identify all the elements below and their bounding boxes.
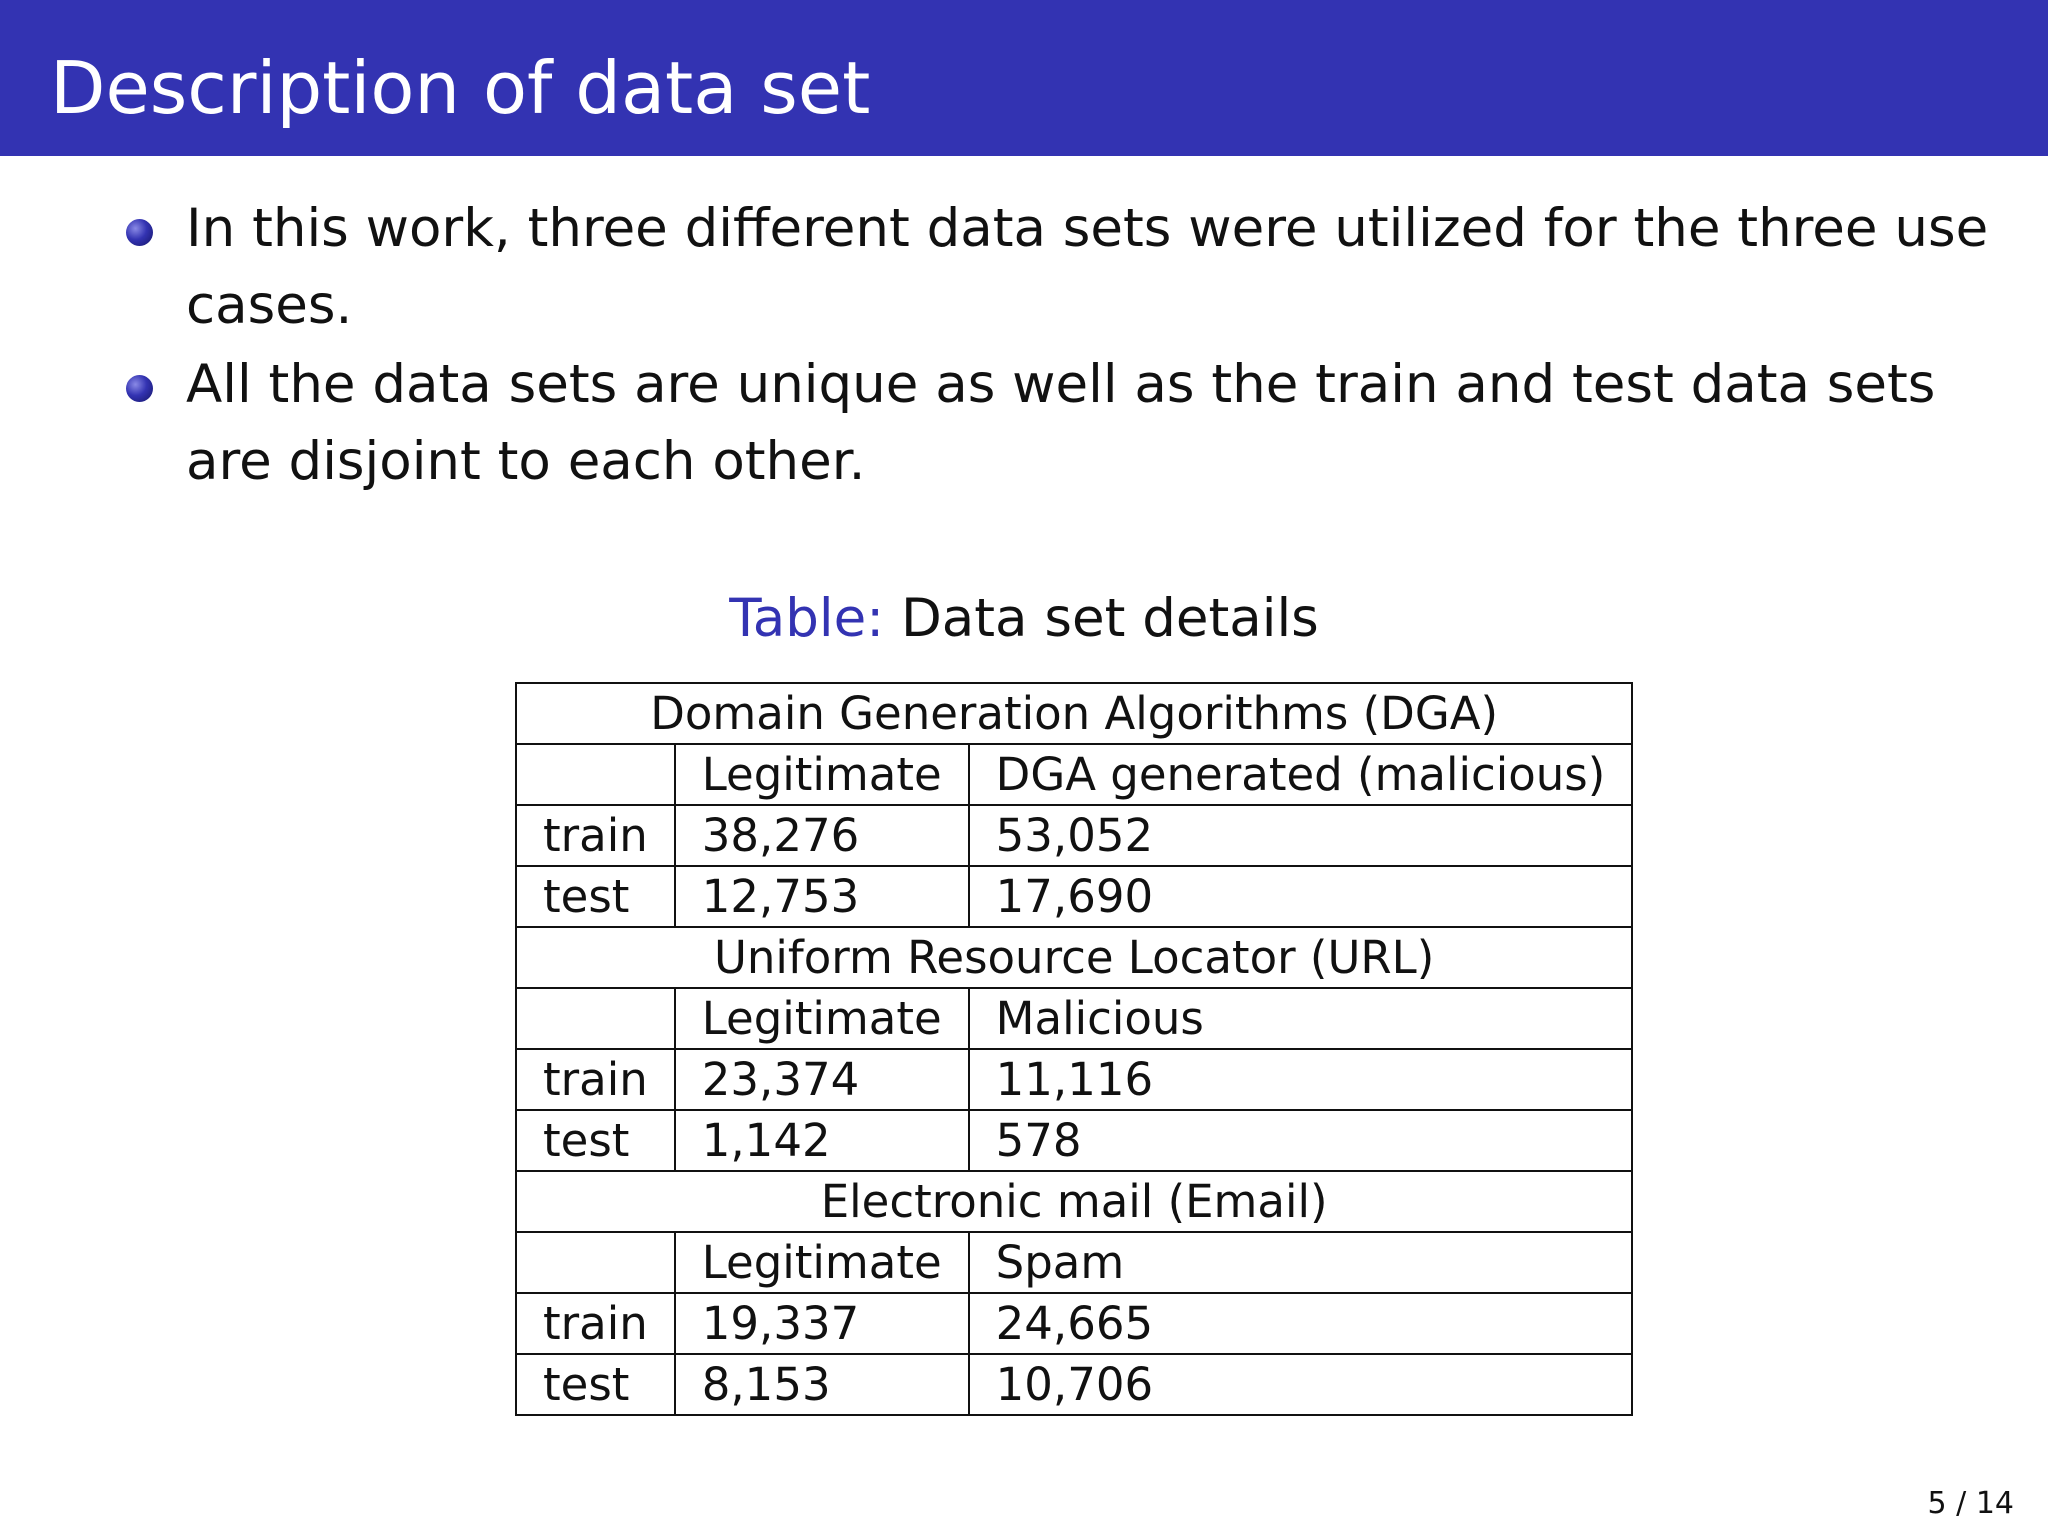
table-cell: 23,374 <box>675 1049 969 1110</box>
table-row <box>516 1049 1632 1110</box>
row-label: test <box>516 866 675 927</box>
section-title-row <box>516 1171 1632 1232</box>
table-cell: 19,337 <box>675 1293 969 1354</box>
row-label: train <box>516 1049 675 1110</box>
header-cell: DGA generated (malicious) <box>969 744 1633 805</box>
title-bar <box>0 0 2048 156</box>
table-row <box>516 805 1632 866</box>
table-cell: 53,052 <box>969 805 1633 866</box>
row-label: train <box>516 1293 675 1354</box>
table-caption <box>0 584 2048 654</box>
section-title: Uniform Resource Locator (URL) <box>516 927 1632 988</box>
table-cell: 12,753 <box>675 866 969 927</box>
row-label: test <box>516 1110 675 1171</box>
bullet-item <box>186 346 2006 500</box>
section-title-row <box>516 927 1632 988</box>
table-cell: 10,706 <box>969 1354 1633 1415</box>
table-row <box>516 1354 1632 1415</box>
header-cell <box>516 1232 675 1293</box>
table-caption-text: Data set details <box>900 588 1319 649</box>
table-row <box>516 866 1632 927</box>
table-row <box>516 1293 1632 1354</box>
table-cell: 578 <box>969 1110 1633 1171</box>
header-cell <box>516 988 675 1049</box>
bullet-dot-icon <box>126 219 153 246</box>
section-title: Domain Generation Algorithms (DGA) <box>516 683 1632 744</box>
table-header-row <box>516 988 1632 1049</box>
bullet-item <box>186 190 2006 344</box>
bullet-text: In this work, three different data sets were utilized for the three use cases. <box>186 198 1989 336</box>
header-cell <box>516 744 675 805</box>
page-number: 5 / 14 <box>1927 1486 2014 1521</box>
header-cell: Legitimate <box>675 988 969 1049</box>
table-header-row <box>516 744 1632 805</box>
section-title-row <box>516 683 1632 744</box>
table-cell: 24,665 <box>969 1293 1633 1354</box>
table-row <box>516 1110 1632 1171</box>
table-cell: 38,276 <box>675 805 969 866</box>
section-title: Electronic mail (Email) <box>516 1171 1632 1232</box>
header-cell: Legitimate <box>675 744 969 805</box>
row-label: train <box>516 805 675 866</box>
table-caption-label: Table: <box>729 588 885 649</box>
header-cell: Legitimate <box>675 1232 969 1293</box>
row-label: test <box>516 1354 675 1415</box>
table-header-row <box>516 1232 1632 1293</box>
header-cell: Malicious <box>969 988 1633 1049</box>
table-cell: 11,116 <box>969 1049 1633 1110</box>
slide-title: Description of data set <box>50 46 871 130</box>
table-cell: 17,690 <box>969 866 1633 927</box>
table-cell: 1,142 <box>675 1110 969 1171</box>
table-cell: 8,153 <box>675 1354 969 1415</box>
data-set-table <box>515 682 1633 1416</box>
header-cell: Spam <box>969 1232 1633 1293</box>
bullet-dot-icon <box>126 375 153 402</box>
bullet-text: All the data sets are unique as well as the train and test data sets are disjoint to each other. <box>186 354 1936 492</box>
